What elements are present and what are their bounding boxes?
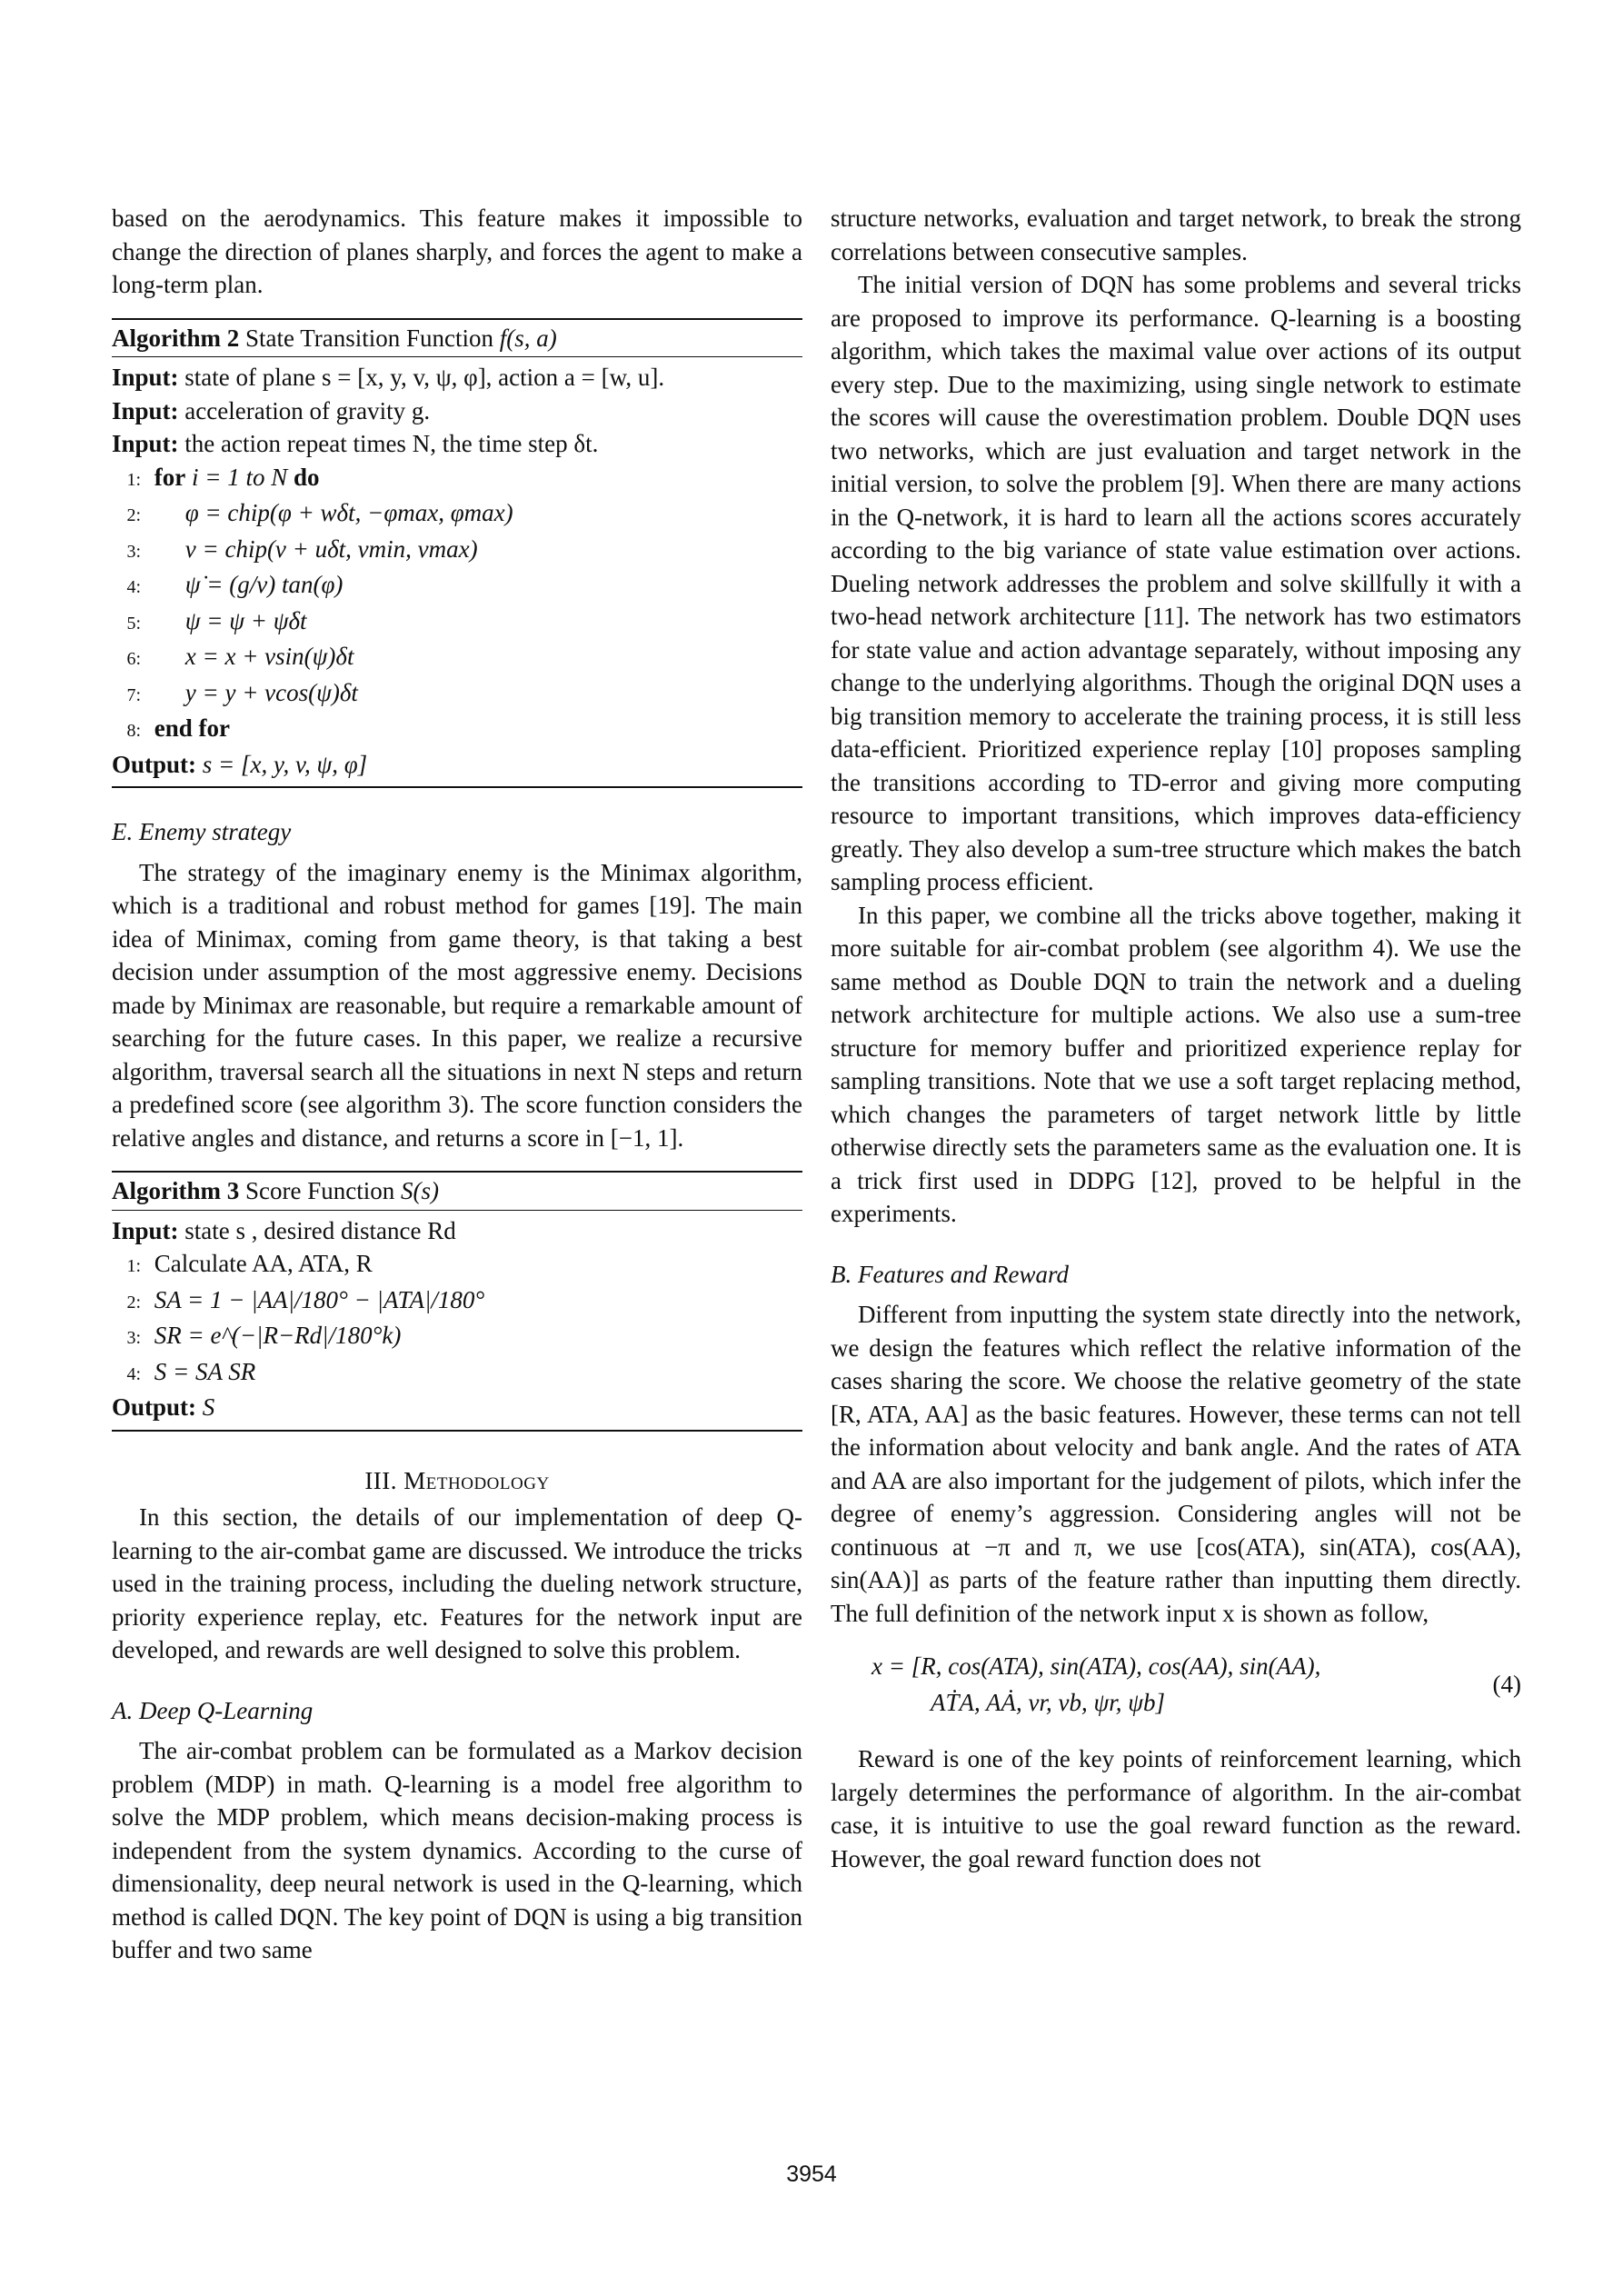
equation-number: (4) (1492, 1671, 1521, 1698)
line-number: 2: (126, 505, 141, 525)
line-number: 6: (126, 649, 141, 669)
algorithm-3-output (112, 1391, 802, 1424)
intro-paragraph: based on the aerodynamics. This feature makes it impossible to change the direction of planes sharply, and forces the agent to make a long-term plan. (112, 205, 802, 298)
line-number: 5: (126, 613, 141, 634)
algorithm-line (112, 676, 802, 713)
line-text: ψ = ψ + ψ̇δt (184, 606, 307, 634)
algorithm-3-label: Algorithm 3 (112, 1177, 240, 1204)
input-keyword: Input: (112, 430, 179, 457)
right-paragraph-1: structure networks, evaluation and target network, to break the strong correlations between consecutive samples. (831, 205, 1521, 265)
section-3-number: III. (364, 1466, 398, 1494)
section-e-paragraph: The strategy of the imaginary enemy is the Minimax algorithm, which is a traditional and robust method for games [19]. The main idea of Minimax, coming from game theory, is that taking a best decision under assumption of the most aggressive enemy. Decisions made by Minimax are reasonable, but require a remarkable amount of searching for the future cases. In this paper, we realize a recursive algorithm, traversal search all the situations in next N steps and return a predefined score (see algorithm 3). The score function considers the relative angles and distance, and returns a score in [−1, 1]. (112, 858, 802, 1152)
output-text: s = [x, y, v, ψ, φ] (202, 750, 368, 778)
algorithm-2-input (112, 427, 802, 461)
line-number: 1: (126, 469, 141, 490)
line-number: 3: (126, 1328, 141, 1348)
equation-line-1: x = [R, cos(ATA), sin(ATA), cos(AA), sin(AA), (871, 1652, 1321, 1680)
line-text: ψ̇ = (g/v) tan(φ) (184, 571, 344, 598)
line-text: SR = e^(−|R−Rd|/180°k) (154, 1322, 402, 1349)
line-text: i = 1 to N (191, 463, 288, 491)
algorithm-2-label: Algorithm 2 (112, 324, 240, 352)
algorithm-line (112, 568, 802, 604)
input-keyword: Input: (112, 1216, 179, 1244)
output-text: S (202, 1393, 215, 1421)
keyword: end for (154, 714, 230, 742)
algorithm-3 (112, 1171, 802, 1432)
section-a-title: A. Deep Q-Learning (112, 1696, 314, 1724)
algorithm-line (112, 712, 802, 748)
input-text: state of plane s = [x, y, v, ψ, φ], action a = [w, u]. (184, 364, 665, 391)
algorithm-3-input (112, 1214, 802, 1248)
equation-line-2: AṪA, AȦ, vr, vb, ψr, ψb] (931, 1689, 1166, 1716)
right-paragraph-3: In this paper, we combine all the tricks above together, making it more suitable for air-combat problem (see algorithm 4). We use the same method as Double DQN to train the network and a dueling network architecture for multiple actions. We also use a sum-tree structure for memory buffer and prioritized experience replay for sampling transitions. Note that we use a soft target replacing method, which changes the parameters of target network little by little otherwise directly sets the parameters same as the evaluation one. It is a trick first used in DDPG [12], proved to be helpful in the experiments. (831, 901, 1521, 1227)
section-e-title: E. Enemy strategy (112, 818, 292, 845)
algorithm-line (112, 1355, 802, 1392)
algorithm-2-output (112, 748, 802, 782)
section-a-paragraph: The air-combat problem can be formulated as a Markov decision problem (MDP) in math. Q-learning is a model free algorithm to solve the MDP problem, which means decision-making process is independent from the system dynamics. According to the curse of dimensionality, deep neural network is used in the Q-learning, which method is called DQN. The key point of DQN is using a big transition buffer and two same (112, 1737, 802, 1963)
section-b-title: B. Features and Reward (831, 1260, 1069, 1288)
input-keyword: Input: (112, 364, 179, 391)
right-paragraph-2: The initial version of DQN has some problems and several tricks are proposed to improve its performance. Q-learning is a boosting algorithm, which takes the maximal value over actions of its output every step. Due to the maximizing, using single network to estimate the scores will cause the overestimation problem. Double DQN uses two networks, which are just evaluation and target network in the initial version, to solve the problem [9]. When there are many actions in the Q-network, it is hard to learn all the actions scores accurately according to the big variance of state value estimation over actions. Dueling network addresses the problem and solve skillfully it with a two-head network architecture [11]. The network has two estimators for state value and action advantage separately, without imposing any change to the underlying algorithms. Though the original DQN uses a big transition memory to accelerate the training process, it is still less data-efficient. Prioritized experience replay [10] proposes sampling the transitions according to TD-error and giving more computing resource to important transitions, which improves data-efficiency greatly. They also develop a sum-tree structure which makes the batch sampling process efficient. (831, 271, 1521, 895)
algorithm-line (112, 533, 802, 569)
line-text: x = x + vsin(ψ)δt (184, 643, 354, 670)
algorithm-3-body (112, 1211, 802, 1430)
algorithm-line (112, 461, 802, 497)
algorithm-2-input (112, 394, 802, 428)
line-number: 2: (126, 1292, 141, 1313)
line-text: SA = 1 − |AA|/180° − |ATA|/180° (154, 1285, 485, 1313)
algorithm-line (112, 496, 802, 533)
line-text: S = SA SR (154, 1357, 256, 1385)
algorithm-2 (112, 318, 802, 789)
line-text: v = chip(v + uδt, vmin, vmax) (184, 534, 478, 563)
input-text: state s , desired distance Rd (184, 1216, 456, 1244)
output-keyword: Output: (112, 1393, 197, 1421)
line-number: 7: (126, 684, 141, 705)
right-paragraph-5: Reward is one of the key points of reinforcement learning, which largely determines the performance of algorithm. In the air-combat case, it is intuitive to use the goal reward function as the reward. However, the goal reward function does not (831, 1745, 1521, 1872)
algorithm-line (112, 640, 802, 676)
section-3-paragraph: In this section, the details of our implementation of deep Q-learning to the air-combat game are discussed. We introduce the tricks used in the training process, including the dueling network structure, priority experience replay, etc. Features for the network input are developed, and rewards are well designed to solve this problem. (112, 1503, 802, 1663)
keyword: do (293, 463, 320, 491)
line-number: 1: (126, 1256, 141, 1276)
line-number: 4: (126, 577, 141, 597)
algorithm-2-header (112, 320, 802, 358)
algorithm-line (112, 1319, 802, 1355)
input-text: the action repeat times N, the time step δt. (184, 430, 599, 457)
line-text: φ = chip(φ + wδt, −φmax, φmax) (184, 499, 513, 526)
keyword: for (154, 463, 186, 491)
algorithm-line (112, 604, 802, 641)
algorithm-3-title-math: S(s) (400, 1177, 439, 1204)
section-3-heading (112, 1464, 802, 1498)
input-text: acceleration of gravity g. (184, 396, 431, 424)
algorithm-2-title-math: f(s, a) (499, 324, 557, 352)
page-number: 3954 (786, 2161, 837, 2187)
algorithm-2-title: State Transition Function (244, 324, 494, 352)
right-column (831, 202, 1521, 1875)
left-column (112, 202, 802, 1967)
algorithm-2-input (112, 361, 802, 394)
algorithm-2-body (112, 357, 802, 786)
line-number: 8: (126, 721, 141, 741)
equation-4 (831, 1650, 1521, 1732)
line-text: Calculate AA, ATA, R (154, 1250, 373, 1277)
line-text: y = y + vcos(ψ)δt (184, 678, 358, 706)
algorithm-3-header (112, 1173, 802, 1211)
section-3-title: Methodology (403, 1466, 550, 1494)
line-number: 4: (126, 1363, 141, 1384)
line-number: 3: (126, 541, 141, 562)
output-keyword: Output: (112, 750, 197, 778)
input-keyword: Input: (112, 396, 179, 424)
algorithm-line (112, 1283, 802, 1320)
right-paragraph-4: Different from inputting the system state directly into the network, we design the features which reflect the relative information of the cases sharing the score. We choose the relative geometry of the state [R, ATA, AA] as the basic features. However, these terms can not tell the information about velocity and bank angle. And the rates of ATA and AA are also important for the judgement of pilots, which infer the degree of enemy’s aggression. Considering angles will not be continuous at −π and π, we use [cos(ATA), sin(ATA), cos(AA), sin(AA)] as parts of the feature rather than inputting them directly. The full definition of the network input x is shown as follow, (831, 1301, 1521, 1627)
algorithm-line (112, 1247, 802, 1283)
algorithm-3-title: Score Function (244, 1177, 395, 1204)
